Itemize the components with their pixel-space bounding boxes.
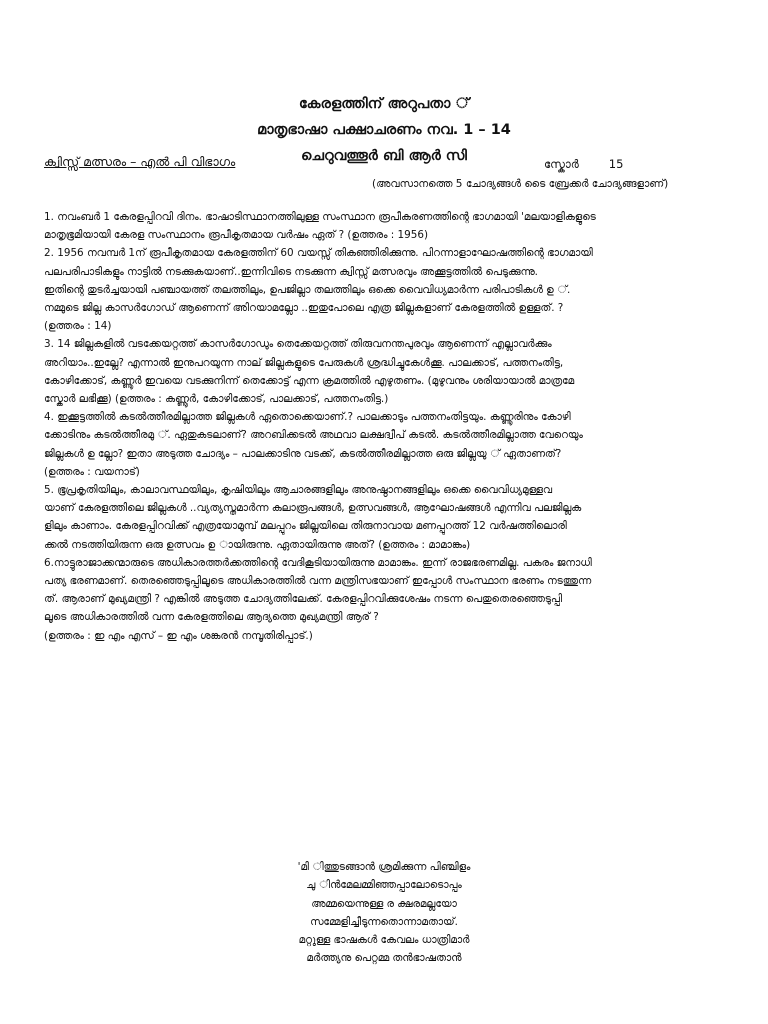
tie-breaker-note: (അവസാനത്തെ 5 ചോദ്യങ്ങൾ ടൈ ബ്രേക്കർ ചോദ്യങ്ങളാണ്) bbox=[372, 178, 669, 190]
text-line: (ഉത്തരം : 14) bbox=[44, 320, 112, 333]
text-line: കോഴിക്കോട്, കണ്ണൂർ ഇവയെ വടക്കുനിന്ന് തെക്കോട്ട് എന്ന ക്രമത്തിൽ എഴുതണം. (മുഴുവനും ശരിയായാൽ മാത്രമേ bbox=[44, 374, 575, 387]
text-line: യാണ് കേരളത്തിലെ ജില്ലകൾ ..വ്യത്യസ്തമാർന്ന കലാരൂപങ്ങൾ, ഉത്സവങ്ങൾ, ആഘോഷങ്ങൾ എന്നിവ പലജില്ലക bbox=[44, 502, 582, 515]
text-line: ക്കോടിനും കടൽത്തീരമു ്. ഏതുകടലാണ്? അറബിക്കടൽ അഥവാ ലക്ഷദ്വീപ് കടൽ. കടൽത്തീരമില്ലാത്ത വേറെയും bbox=[44, 429, 583, 442]
organization-name: ചെറുവത്തൂർ ബി ആർ സി bbox=[301, 148, 467, 164]
text-line: 5. ഭൂപ്രകൃതിയിലും, കാലാവസ്ഥയിലും, കൃഷിയിലും ആചാരങ്ങളിലും അനുഷ്ഠാനങ്ങളിലും ഒക്കെ വൈവിധ്യമുള്ളവ bbox=[44, 484, 552, 497]
text-line: ഇതിന്റെ തുടർച്ചയായി പഞ്ചായത്ത് തലത്തിലും, ഉപജില്ലാ തലത്തിലും ഒക്കെ വൈവിധ്യമാർന്ന പരിപാടികൾ ഉ ്. bbox=[44, 283, 571, 296]
score-line bbox=[544, 157, 623, 172]
quiz-category: ക്വിസ്സ് മത്സരം – എൽ പി വിഭാഗം bbox=[44, 154, 236, 169]
poem-line: ചു ിൻമേലമ്മിഞ്ഞപ്പാലോടൊപ്പം bbox=[306, 879, 462, 892]
text-line: ലൂടെ അധികാരത്തിൽ വന്ന കേരളത്തിലെ ആദ്യത്തെ മുഖ്യമന്ത്രി ആര് ? bbox=[44, 611, 379, 624]
document-title: കേരളത്തിന് അറുപതാ ് bbox=[298, 96, 470, 112]
text-line: ക്കൽ നടത്തിയിരുന്ന ഒരു ഉത്സവം ഉ ായിരുന്നു. ഏതായിരുന്നു അത്? (ഉത്തരം : മാമാങ്കം) bbox=[44, 538, 471, 551]
text-line: മാതൃഭൂമിയായി കേരള സംസ്ഥാനം രൂപീകൃതമായ വർഷം ഏത് ? (ഉത്തരം : 1956) bbox=[44, 229, 429, 242]
poem-line: മറ്റുള്ള ഭാഷകൾ കേവലം ധാത്രിമാർ bbox=[298, 934, 470, 947]
text-line: ജില്ലകൾ ഉ ല്ലോ? ഇതാ അടുത്ത ചോദ്യം – പാലക്കാടിനു വടക്ക്, കടൽത്തീരമില്ലാത്ത ഒരു ജില്ലയു ് ഏതാണത്? bbox=[44, 447, 562, 460]
poem-line: അമ്മയെന്നുള്ള ര ക്ഷരമല്ലയോ bbox=[311, 897, 457, 910]
poem-line: സമ്മേളിച്ചീടുന്നതൊന്നാമതായ്. bbox=[310, 915, 458, 928]
score-value: 15 bbox=[608, 157, 624, 171]
question-body bbox=[44, 208, 730, 645]
text-line: സ്കോർ ലഭിക്കൂ) (ഉത്തരം : കണ്ണൂർ, കോഴിക്കോട്, പാലക്കാട്, പത്തനംതിട്ട.) bbox=[44, 393, 389, 406]
text-line: 1. നവംബർ 1 കേരളപ്പിറവി ദിനം. ഭാഷാടിസ്ഥാനത്തിലുള്ള സംസ്ഥാന രൂപീകരണത്തിന്റെ ഭാഗമായി 'മലയാളികളുടെ bbox=[44, 211, 596, 223]
text-line: പത്യ ഭരണമാണ്. തെരഞ്ഞെടുപ്പിലൂടെ അധികാരത്തിൽ വന്ന മന്ത്രിസഭയാണ് ഇപ്പോൾ സംസ്ഥാന ഭരണം നടത്തുന്ന bbox=[44, 575, 592, 588]
text-line: പലപരിപാടികളും നാട്ടിൽ നടക്കുകയാണ്..ഇന്നിവിടെ നടക്കുന്ന ക്വിസ്സ് മത്സരവും അക്കൂട്ടത്തിൽ പെടുക്കുന്നു. bbox=[44, 265, 538, 278]
poem-block bbox=[0, 858, 768, 968]
event-title: മാതൃഭാഷാ പക്ഷാചരണം നവ. 1 – 14 bbox=[257, 122, 511, 138]
text-line: 6.നാട്ടുരാജാക്കന്മാരുടെ അധികാരത്തർക്കത്തിന്റെ വേദികൂടിയായിരുന്നു മാമാങ്കം. ഇന്ന് രാജഭരണമില്ല. പകരം ജനാധി bbox=[44, 556, 592, 569]
poem-line: 'മി ിത്തുടങ്ങാൻ ശ്രമിക്കുന്ന പിഞ്ചിളം bbox=[297, 861, 471, 873]
text-line: 4. ഇക്കൂട്ടത്തിൽ കടൽത്തീരമില്ലാത്ത ജില്ലകൾ ഏതൊക്കെയാണ്.? പാലക്കാടും പത്തനംതിട്ടയും. കണ്ണൂരിനും കോഴി bbox=[44, 411, 571, 424]
text-line: 2. 1956 നവമ്പർ 1ന് രൂപീകൃതമായ കേരളത്തിന് 60 വയസ്സ് തികഞ്ഞിരിക്കുന്നു. പിറന്നാളാഘോഷത്തിന്റെ ഭാഗമായി bbox=[44, 247, 593, 260]
text-line: ളിലും കാണാം. കേരളപ്പിറവിക്ക് എത്രയോമുമ്പ് മലപ്പുറം ജില്ലയിലെ തിരുനാവായ മണപ്പുറത്ത് 12 വർഷത്തിലൊരി bbox=[44, 520, 567, 533]
score-label: സ്കോർ bbox=[544, 157, 579, 171]
text-line: 3. 14 ജില്ലകളിൽ വടക്കേയറ്റത്ത് കാസർഗോഡും തെക്കേയറ്റത്ത് തിരുവനന്തപുരവും ആണെന്ന് എല്ലാവർക്കും bbox=[44, 338, 552, 351]
text-line: (ഉത്തരം : ഇ എം എസ് – ഇ എം ശങ്കരൻ നമ്പൂതിരിപ്പാട്.) bbox=[44, 629, 313, 642]
poem-line: മർത്ത്യനു പെറ്റമ്മ തൻഭാഷതാൻ bbox=[306, 952, 462, 965]
text-line: അറിയാം..ഇല്ലേ? എന്നാൽ ഇനുപറയുന്ന നാല് ജില്ലകളുടെ പേരുകൾ ശ്രദ്ധിച്ചുകേൾക്കൂ. പാലക്കാട്, പത്തനംതിട്ട, bbox=[44, 356, 564, 369]
text-line: (ഉത്തരം : വയനാട്) bbox=[44, 465, 140, 478]
text-line: നമ്മുടെ ജില്ല കാസർഗോഡ് ആണെന്ന് അിറയാമല്ലോ ..ഇതുപോലെ എത്ര ജില്ലകളാണ് കേരളത്തിൽ ഉള്ളത്. ? bbox=[44, 302, 564, 315]
text-line: ത്. ആരാണ് മുഖ്യമന്ത്രി ? എങ്കിൽ അടുത്ത ചോദ്യത്തിലേക്ക്. കേരളപ്പിറവിക്കുശേഷം നടന്ന പെതുതെരഞ്ഞെടുപ്പി bbox=[44, 593, 563, 606]
